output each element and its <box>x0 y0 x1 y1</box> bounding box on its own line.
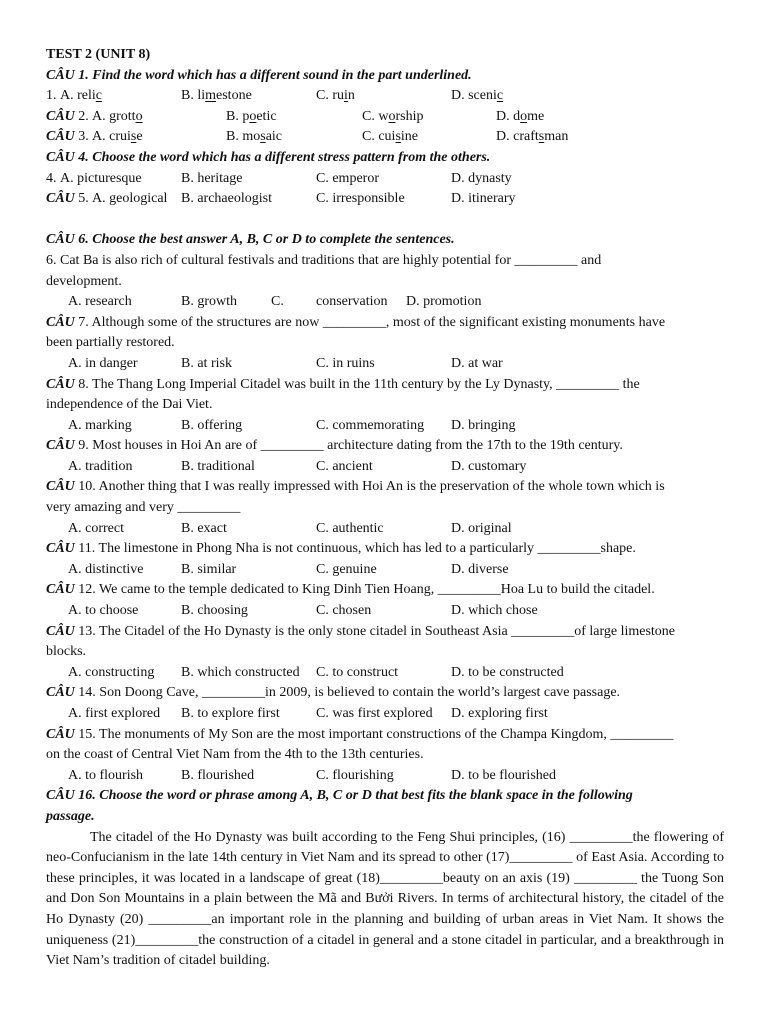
question-number: 1. <box>46 88 57 104</box>
question-number: 2. <box>78 108 89 124</box>
option-c[interactable]: C. ancient <box>316 458 373 474</box>
option-d[interactable]: D. original <box>451 520 512 536</box>
spacer <box>46 210 724 231</box>
option-c[interactable]: C. irresponsible <box>316 191 405 207</box>
option-b[interactable]: B. exact <box>181 520 227 536</box>
option-b[interactable]: B. archaeologist <box>181 191 272 207</box>
question-12: CÂU 12. We came to the temple dedicated to King Dinh Tien Hoang, _________Hoa Lu to build the citadel. A. to choose B. choosing C. chosen D. which chose <box>46 580 724 621</box>
option-c[interactable]: C. worship <box>362 108 424 124</box>
question-15: CÂU 15. The monuments of My Son are the most important constructions of the Champa Kingdom, _________ on the coast of Central Viet Nam from the 4th to the 13th centuries. A. to flourish B. flourished C. flourishing D. to be flourished <box>46 725 724 787</box>
section-16-heading: CÂU 16. Choose the word or phrase among A, B, C or D that best fits the blank space in the following <box>46 788 633 804</box>
cau-label: CÂU <box>46 108 75 124</box>
option-a[interactable]: A. to choose <box>68 603 139 619</box>
reading-passage: The citadel of the Ho Dynasty was built according to the Feng Shui principles, (16) _________the flowering of neo-Confucianism in the late 14th century in Viet Nam and its spread to other (17)_________ of East Asia. According to these principles, it was located in a landscape of great (18)_________beauty on an axis (19) _________ the Tuong Son and Don Son Mountains in a plain between the Mã and Bưởi Rivers. In terms of architectural history, the citadel of the Ho Dynasty (20) _________an important role in the planning and building of urban areas in Viet Nam. It shows the uniqueness (21)_________the construction of a citadel in general and a stone citadel in particular, and a breakthrough in Viet Nam’s tradition of citadel building. <box>46 829 724 969</box>
option-c[interactable]: C. to construct <box>316 664 399 680</box>
question-6-line-2: development. <box>46 273 122 289</box>
test-title: TEST 2 (UNIT 8) <box>46 47 151 62</box>
question-6-options <box>46 292 724 313</box>
question-5 <box>46 189 724 210</box>
question-4 <box>46 169 724 190</box>
option-c[interactable]: C. <box>271 294 284 310</box>
worksheet-page <box>46 45 724 972</box>
option-d[interactable]: D. dynasty <box>451 170 512 186</box>
question-10: CÂU 10. Another thing that I was really impressed with Hoi An is the preservation of the whole town which is very amazing and very _________ A. correct B. exact C. authentic D. original <box>46 477 724 539</box>
section-16-heading-cont: passage. <box>46 808 95 824</box>
cau-label: CÂU <box>46 129 75 145</box>
option-a[interactable]: A. cruise <box>92 129 143 145</box>
option-b[interactable]: B. flourished <box>181 767 255 783</box>
option-a[interactable]: A. research <box>68 294 132 310</box>
option-d[interactable]: D. craftsman <box>496 129 569 145</box>
section-6-heading: CÂU 6. Choose the best answer A, B, C or D to complete the sentences. <box>46 232 455 248</box>
option-b[interactable]: B. which constructed <box>181 664 300 680</box>
option-d[interactable]: D. at war <box>451 355 503 371</box>
section-4-heading: CÂU 4. Choose the word which has a different stress pattern from the others. <box>46 149 491 165</box>
question-2 <box>46 107 724 128</box>
option-b[interactable]: B. to explore first <box>181 706 280 721</box>
option-a[interactable]: A. in danger <box>68 355 138 371</box>
option-a[interactable]: A. geological <box>92 191 168 207</box>
question-13: CÂU 13. The Citadel of the Ho Dynasty is the only stone citadel in Southeast Asia _________of large limestone blocks. A. constructing B. which constructed C. to construct D. to be constructed <box>46 622 724 684</box>
option-c[interactable]: C. was first explored <box>316 706 433 721</box>
option-c[interactable]: C. cuisine <box>362 129 419 145</box>
option-b[interactable]: B. at risk <box>181 355 232 371</box>
option-d[interactable]: D. customary <box>451 458 527 474</box>
section-1-heading: CÂU 1. Find the word which has a different sound in the part underlined. <box>46 67 472 83</box>
question-7: CÂU 7. Although some of the structures are now _________, most of the significant existing monuments have been partially restored. A. in danger B. at risk C. in ruins D. at war <box>46 313 724 375</box>
question-number: 3. <box>78 129 89 145</box>
question-number: 5. <box>78 191 89 207</box>
option-a[interactable]: A. picturesque <box>60 170 142 186</box>
option-a[interactable]: A. relic <box>60 88 102 104</box>
question-9: CÂU 9. Most houses in Hoi An are of _________ architecture dating from the 17th to the 19th century. A. tradition B. traditional C. ancient D. customary <box>46 436 724 477</box>
question-14: CÂU 14. Son Doong Cave, _________in 2009, is believed to contain the world’s largest cave passage. A. first explored B. to explore first C. was first explored D. exploring first <box>46 683 724 724</box>
option-c[interactable]: C. in ruins <box>316 355 375 371</box>
option-c[interactable]: C. commemorating <box>316 417 425 433</box>
option-d[interactable]: D. diverse <box>451 561 509 577</box>
option-b[interactable]: B. similar <box>181 561 237 577</box>
option-b[interactable]: B. mosaic <box>226 129 283 145</box>
question-1 <box>46 86 724 107</box>
option-c[interactable]: C. chosen <box>316 603 372 619</box>
option-b[interactable]: B. heritage <box>181 170 243 186</box>
option-a[interactable]: A. distinctive <box>68 561 144 577</box>
option-c[interactable]: C. authentic <box>316 520 384 536</box>
option-c[interactable]: C. emperor <box>316 170 379 186</box>
option-a[interactable]: A. constructing <box>68 664 155 680</box>
option-a[interactable]: A. marking <box>68 417 132 433</box>
option-c[interactable]: C. genuine <box>316 561 377 577</box>
question-3 <box>46 127 724 148</box>
option-d[interactable]: D. bringing <box>451 417 516 433</box>
option-b[interactable]: B. traditional <box>181 458 255 474</box>
option-b[interactable]: B. offering <box>181 417 243 433</box>
option-b[interactable]: B. choosing <box>181 603 248 619</box>
option-a[interactable]: A. tradition <box>68 458 133 474</box>
question-8: CÂU 8. The Thang Long Imperial Citadel was built in the 11th century by the Ly Dynasty, _________ the independence of the Dai Viet. A. marking B. offering C. commemorating D. bringing <box>46 375 724 437</box>
question-list <box>46 313 724 787</box>
option-d[interactable]: D. to be flourished <box>451 767 556 783</box>
question-6-line-1: 6. Cat Ba is also rich of cultural festivals and traditions that are highly potential for _________ and <box>46 252 602 268</box>
question-11: CÂU 11. The limestone in Phong Nha is not continuous, which has led to a particularly _________shape. A. distinctive B. similar C. genuine D. diverse <box>46 539 724 580</box>
option-b[interactable]: B. poetic <box>226 108 277 124</box>
option-d[interactable]: D. to be constructed <box>451 664 564 680</box>
option-d[interactable]: D. scenic <box>451 88 504 104</box>
option-d[interactable]: D. exploring first <box>451 706 548 721</box>
option-c[interactable]: C. flourishing <box>316 767 394 783</box>
option-d[interactable]: D. which chose <box>451 603 538 619</box>
question-number: 4. <box>46 170 57 186</box>
option-d[interactable]: D. promotion <box>406 294 482 310</box>
option-b[interactable]: B. growth <box>181 294 237 310</box>
option-a[interactable]: A. first explored <box>68 706 161 721</box>
option-b[interactable]: B. limestone <box>181 88 252 104</box>
option-c[interactable]: C. ruin <box>316 88 355 104</box>
option-d[interactable]: D. itinerary <box>451 191 516 207</box>
option-c-text[interactable]: conservation <box>316 294 388 310</box>
option-d[interactable]: D. dome <box>496 108 545 124</box>
option-a[interactable]: A. grotto <box>92 108 143 124</box>
option-a[interactable]: A. correct <box>68 520 124 536</box>
option-a[interactable]: A. to flourish <box>68 767 144 783</box>
cau-label: CÂU <box>46 191 75 207</box>
